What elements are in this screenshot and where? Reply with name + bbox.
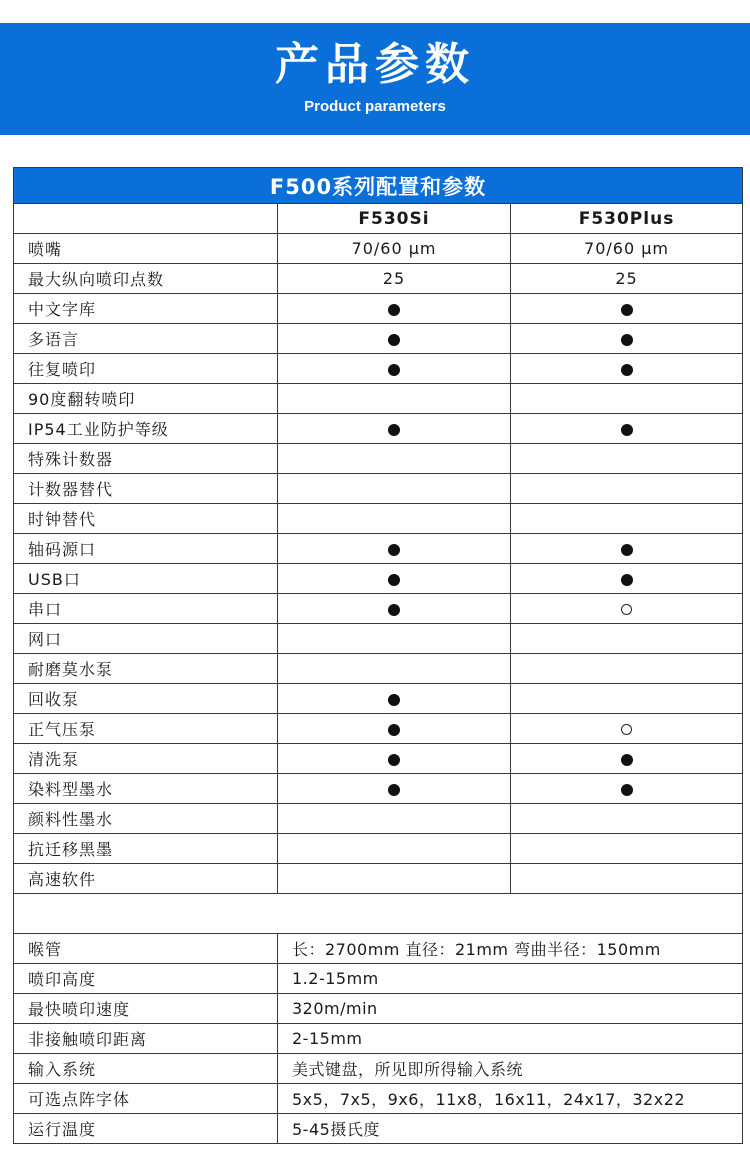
table-row — [14, 714, 743, 744]
spec-table — [13, 167, 743, 1144]
row-value — [278, 564, 511, 594]
table-row — [14, 594, 743, 624]
table-row — [14, 804, 743, 834]
row-value — [278, 834, 511, 864]
spec-label: 喷印高度 — [14, 964, 278, 994]
row-value: 25 — [511, 264, 743, 294]
spec-label: 输入系统 — [14, 1054, 278, 1084]
filled-dot-icon — [621, 424, 633, 436]
table-row — [14, 384, 743, 414]
row-value: 25 — [278, 264, 511, 294]
row-value — [511, 654, 743, 684]
row-value — [511, 684, 743, 714]
filled-dot-icon — [388, 724, 400, 736]
row-label: 特殊计数器 — [14, 444, 278, 474]
table-header-row — [14, 204, 743, 234]
filled-dot-icon — [388, 304, 400, 316]
spec-row — [14, 964, 743, 994]
row-label: 最大纵向喷印点数 — [14, 264, 278, 294]
column-header: F530Plus — [511, 204, 743, 234]
row-value — [278, 654, 511, 684]
filled-dot-icon — [621, 574, 633, 586]
spec-label: 运行温度 — [14, 1114, 278, 1144]
row-value — [511, 414, 743, 444]
spec-row — [14, 934, 743, 964]
table-row — [14, 654, 743, 684]
row-value — [511, 474, 743, 504]
row-label: USB口 — [14, 564, 278, 594]
row-label: 清洗泵 — [14, 744, 278, 774]
row-label: 高速软件 — [14, 864, 278, 894]
row-value — [278, 714, 511, 744]
spec-row — [14, 994, 743, 1024]
filled-dot-icon — [621, 544, 633, 556]
row-value — [278, 354, 511, 384]
filled-dot-icon — [621, 334, 633, 346]
row-value: 70/60 μm — [511, 234, 743, 264]
spec-value: 320m/min — [278, 994, 743, 1024]
filled-dot-icon — [388, 784, 400, 796]
filled-dot-icon — [388, 544, 400, 556]
filled-dot-icon — [621, 754, 633, 766]
filled-dot-icon — [621, 304, 633, 316]
column-header: F530Si — [278, 204, 511, 234]
row-value — [511, 864, 743, 894]
row-value — [511, 324, 743, 354]
filled-dot-icon — [388, 424, 400, 436]
table-row — [14, 264, 743, 294]
row-value — [511, 444, 743, 474]
row-value — [278, 864, 511, 894]
table-row — [14, 324, 743, 354]
page-subtitle: Product parameters — [304, 98, 446, 115]
table-row — [14, 414, 743, 444]
hollow-circle-icon — [621, 724, 632, 735]
row-label: 多语言 — [14, 324, 278, 354]
table-title: F500系列配置和参数 — [14, 168, 743, 204]
spec-value: 5x5，7x5，9x6，11x8，16x11，24x17，32x22 — [278, 1084, 743, 1114]
row-value — [278, 804, 511, 834]
row-value — [278, 444, 511, 474]
row-value — [511, 504, 743, 534]
row-label: 串口 — [14, 594, 278, 624]
spec-row — [14, 1114, 743, 1144]
spec-value: 美式键盘，所见即所得输入系统 — [278, 1054, 743, 1084]
row-value — [511, 594, 743, 624]
filled-dot-icon — [388, 574, 400, 586]
page-title: 产品参数 — [275, 39, 475, 90]
row-value — [278, 684, 511, 714]
row-value — [278, 744, 511, 774]
table-row — [14, 864, 743, 894]
table-row — [14, 504, 743, 534]
spacer-cell — [14, 894, 743, 934]
filled-dot-icon — [388, 754, 400, 766]
spec-row — [14, 1084, 743, 1114]
row-value — [511, 834, 743, 864]
row-label: 染料型墨水 — [14, 774, 278, 804]
row-label: 回收泵 — [14, 684, 278, 714]
header-empty-cell — [14, 204, 278, 234]
spec-label: 非接触喷印距离 — [14, 1024, 278, 1054]
row-value — [278, 414, 511, 444]
row-value — [511, 774, 743, 804]
spec-label: 可选点阵字体 — [14, 1084, 278, 1114]
row-value — [511, 294, 743, 324]
spec-value: 1.2-15mm — [278, 964, 743, 994]
row-value — [278, 504, 511, 534]
table-row — [14, 294, 743, 324]
row-value — [511, 624, 743, 654]
row-label: 正气压泵 — [14, 714, 278, 744]
spec-value: 长：2700mm 直径：21mm 弯曲半径：150mm — [278, 934, 743, 964]
row-label: 计数器替代 — [14, 474, 278, 504]
row-value — [278, 624, 511, 654]
filled-dot-icon — [388, 364, 400, 376]
table-row — [14, 624, 743, 654]
row-label: 往复喷印 — [14, 354, 278, 384]
row-value — [278, 594, 511, 624]
row-label: 中文字库 — [14, 294, 278, 324]
header-banner — [0, 23, 750, 135]
filled-dot-icon — [388, 694, 400, 706]
row-value — [511, 354, 743, 384]
table-row — [14, 474, 743, 504]
row-label: 网口 — [14, 624, 278, 654]
row-value — [278, 534, 511, 564]
row-value — [278, 474, 511, 504]
spec-label: 最快喷印速度 — [14, 994, 278, 1024]
spacer-row — [14, 894, 743, 934]
table-row — [14, 534, 743, 564]
spec-value: 2-15mm — [278, 1024, 743, 1054]
row-label: 时钟替代 — [14, 504, 278, 534]
filled-dot-icon — [388, 334, 400, 346]
row-value — [278, 774, 511, 804]
spec-row — [14, 1024, 743, 1054]
filled-dot-icon — [621, 364, 633, 376]
spec-label: 喉管 — [14, 934, 278, 964]
row-label: 颜料性墨水 — [14, 804, 278, 834]
row-value — [511, 714, 743, 744]
spec-row — [14, 1054, 743, 1084]
row-value — [511, 534, 743, 564]
row-value — [278, 384, 511, 414]
table-row — [14, 774, 743, 804]
table-row — [14, 354, 743, 384]
table-row — [14, 234, 743, 264]
row-label: 喷嘴 — [14, 234, 278, 264]
row-value — [511, 804, 743, 834]
filled-dot-icon — [388, 604, 400, 616]
row-label: IP54工业防护等级 — [14, 414, 278, 444]
row-label: 轴码源口 — [14, 534, 278, 564]
table-row — [14, 444, 743, 474]
spec-value: 5-45摄氏度 — [278, 1114, 743, 1144]
hollow-circle-icon — [621, 604, 632, 615]
row-value — [511, 744, 743, 774]
filled-dot-icon — [621, 784, 633, 796]
table-row — [14, 564, 743, 594]
row-value — [278, 294, 511, 324]
row-label: 耐磨莫水泵 — [14, 654, 278, 684]
table-row — [14, 744, 743, 774]
row-value — [511, 564, 743, 594]
row-value — [511, 384, 743, 414]
row-label: 90度翻转喷印 — [14, 384, 278, 414]
row-label: 抗迁移黑墨 — [14, 834, 278, 864]
table-row — [14, 834, 743, 864]
row-value: 70/60 μm — [278, 234, 511, 264]
table-title-row — [14, 168, 743, 204]
row-value — [278, 324, 511, 354]
table-row — [14, 684, 743, 714]
